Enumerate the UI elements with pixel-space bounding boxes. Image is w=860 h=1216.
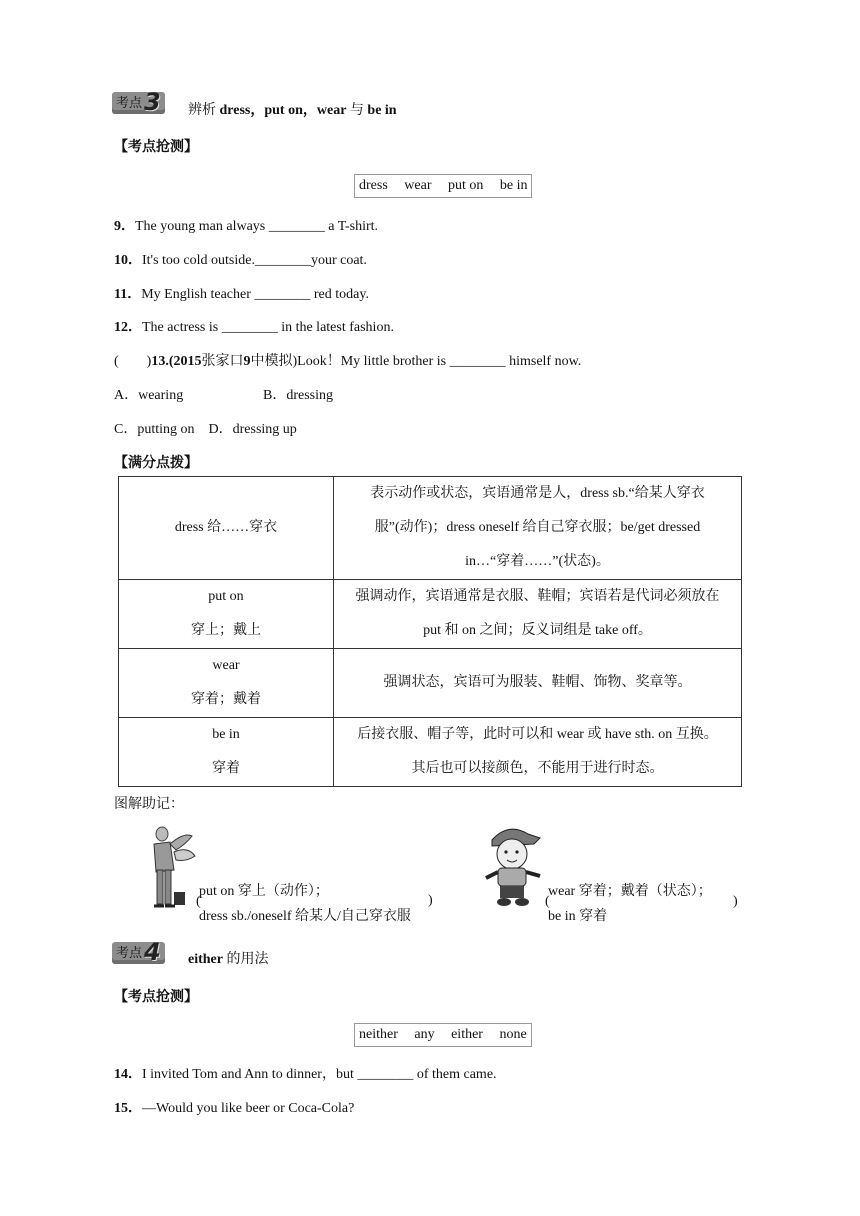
- question-number: 13.(2015: [151, 354, 202, 369]
- question-text: The actress is ________ in the latest fashion.: [142, 320, 394, 335]
- word-option: any: [414, 1027, 435, 1042]
- question-14: [114, 1063, 497, 1083]
- desc-line: 其后也可以接颜色，不能用于进行时态。: [411, 761, 664, 776]
- test-heading-3: 【考点抢测】: [114, 140, 198, 155]
- table-row: [119, 718, 742, 787]
- question-text: Look！My little brother is ________ himself now.: [297, 354, 582, 369]
- memo-right-close: ): [733, 894, 738, 909]
- option-a: A．wearing: [114, 388, 184, 403]
- memo-right-open: (: [545, 894, 550, 909]
- question-number: 15．: [114, 1101, 142, 1116]
- term-text: dress 给……穿衣: [174, 520, 278, 535]
- person-dressing-illustration: [140, 822, 200, 912]
- usage-table: [118, 476, 742, 787]
- desc-line: 强调动作，宾语通常是衣服、鞋帽；宾语若是代词必须放在: [355, 589, 720, 604]
- question-source: 张家口: [201, 354, 244, 369]
- memo-left-line1: put on 穿上（动作）；: [199, 884, 329, 899]
- table-cell-term: [119, 477, 334, 580]
- memo-left-close: ): [428, 893, 433, 908]
- section-title-4: [188, 948, 268, 968]
- title-term: either: [188, 952, 223, 967]
- question-text: I invited Tom and Ann to dinner，but ________ of them came.: [142, 1067, 497, 1082]
- title-conj: 与: [349, 103, 364, 118]
- title-rest: 的用法: [226, 952, 269, 967]
- option-b: B．dressing: [263, 388, 333, 403]
- table-cell-term: [119, 649, 334, 718]
- question-number: 9．: [114, 219, 135, 234]
- table-cell-desc: [334, 649, 742, 718]
- term-text: be in: [212, 727, 240, 742]
- word-box-3: [354, 174, 532, 198]
- term-meaning: 穿着: [212, 761, 240, 776]
- option-cd: [114, 418, 297, 438]
- option-c: C．putting on: [114, 422, 195, 437]
- table-cell-desc: [334, 718, 742, 787]
- term-text: put on: [208, 589, 244, 604]
- desc-line: 表示动作或状态，宾语通常是人，dress sb.“给某人穿衣: [370, 486, 705, 501]
- question-number: 10．: [114, 253, 142, 268]
- word-option: put on: [447, 178, 484, 193]
- word-option: be in: [499, 178, 528, 193]
- section-title-3: [188, 99, 397, 119]
- title-prefix: 辨析: [188, 103, 216, 118]
- table-cell-term: [119, 580, 334, 649]
- memo-heading: 图解助记：: [114, 797, 184, 812]
- question-9: [114, 215, 378, 235]
- test-heading-4: 【考点抢测】: [114, 990, 198, 1005]
- desc-line: 服”(动作)；dress oneself 给自己穿衣服；be/get dressed: [374, 520, 701, 535]
- desc-line: put 和 on 之间；反义词组是 take off。: [423, 623, 652, 638]
- badge-number: 4: [144, 938, 161, 966]
- question-12: [114, 316, 394, 336]
- question-text: It's too cold outside.________your coat.: [142, 253, 367, 268]
- question-13: [114, 350, 581, 370]
- term-meaning: 穿着；戴着: [191, 692, 261, 707]
- boy-with-cap-illustration: [478, 820, 548, 908]
- question-11: [114, 283, 369, 303]
- tips-heading: 【满分点拨】: [114, 456, 198, 471]
- word-option: none: [499, 1027, 527, 1042]
- word-option: dress: [359, 178, 388, 193]
- question-source-end: 中模拟): [250, 354, 298, 369]
- memo-left-line2: dress sb./oneself 给某人/自己穿衣服: [199, 909, 411, 924]
- table-row: [119, 649, 742, 718]
- word-box-4: [354, 1023, 532, 1047]
- word-option: wear: [404, 178, 432, 193]
- memo-right-line2: be in 穿着: [548, 909, 608, 924]
- word-option: neither: [359, 1027, 398, 1042]
- desc-line: 强调状态，宾语可为服装、鞋帽、饰物、奖章等。: [383, 675, 692, 690]
- badge-label: 考点: [116, 96, 143, 111]
- title-terms: dress，put on，wear: [219, 103, 347, 118]
- table-row: [119, 477, 742, 580]
- question-text: My English teacher ________ red today.: [141, 287, 369, 302]
- term-text: wear: [212, 658, 240, 673]
- question-15: [114, 1097, 354, 1117]
- option-d: D．dressing up: [208, 422, 297, 437]
- answer-paren: ( ): [114, 354, 152, 369]
- title-last: be in: [367, 103, 397, 118]
- term-meaning: 穿上；戴上: [191, 623, 261, 638]
- question-10: [114, 249, 367, 269]
- badge-number: 3: [144, 88, 161, 116]
- question-number: 14．: [114, 1067, 142, 1082]
- desc-line: 后接衣服、帽子等，此时可以和 wear 或 have sth. on 互换。: [357, 727, 718, 742]
- question-number: 12．: [114, 320, 142, 335]
- memo-right-line1: wear 穿着；戴着（状态）；: [548, 884, 712, 899]
- question-text: The young man always ________ a T-shirt.: [135, 219, 379, 234]
- badge-label: 考点: [116, 946, 143, 961]
- question-source-num: 9: [243, 354, 251, 369]
- table-row: [119, 580, 742, 649]
- section-badge-3: [112, 88, 165, 116]
- table-cell-term: [119, 718, 334, 787]
- question-number: 11．: [114, 287, 142, 302]
- desc-line: in…“穿着……”(状态)。: [465, 554, 610, 569]
- word-option: either: [451, 1027, 483, 1042]
- section-badge-4: [112, 938, 165, 966]
- table-cell-desc: [334, 580, 742, 649]
- table-cell-desc: [334, 477, 742, 580]
- question-text: —Would you like beer or Coca-Cola?: [142, 1101, 355, 1116]
- memo-left-open: (: [196, 894, 201, 909]
